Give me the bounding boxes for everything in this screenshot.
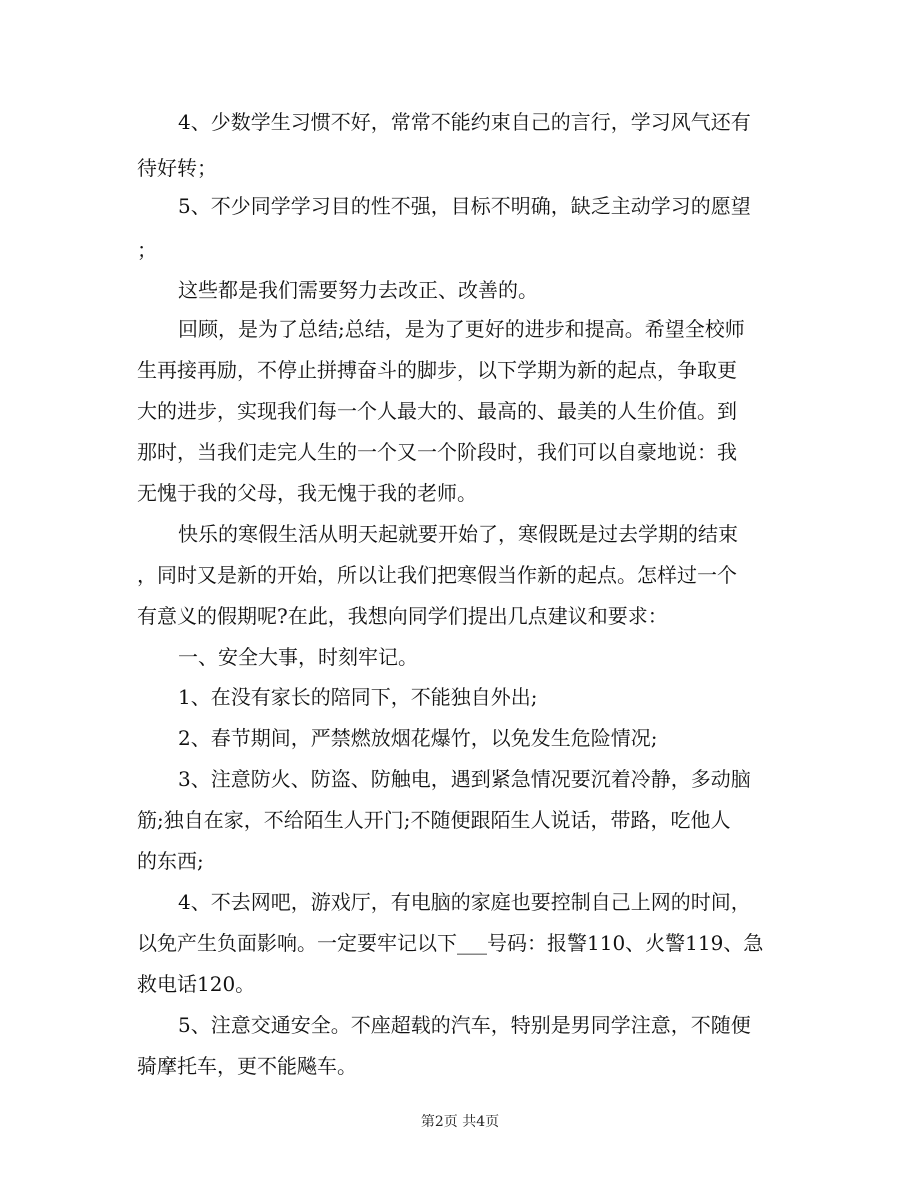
text-line bbox=[0, 1011, 920, 1039]
line-text: 以免产生负面影响。一定要牢记以下___号码：报警110、火警119、急 bbox=[137, 931, 764, 955]
line-text: 救电话120。 bbox=[137, 972, 256, 996]
text-line bbox=[0, 236, 920, 264]
line-text: 1、在没有家长的陪同下，不能独自外出; bbox=[178, 685, 538, 709]
page-footer bbox=[0, 1112, 920, 1132]
text-line bbox=[0, 929, 920, 957]
line-text: 无愧于我的父母，我无愧于我的老师。 bbox=[137, 481, 477, 505]
text-line bbox=[0, 276, 920, 304]
page-number: 第2页 共4页 bbox=[420, 1114, 500, 1130]
text-line bbox=[0, 479, 920, 507]
text-line bbox=[0, 561, 920, 589]
text-line bbox=[0, 806, 920, 834]
text-line bbox=[0, 970, 920, 998]
line-text: 快乐的寒假生活从明天起就要开始了，寒假既是过去学期的结束 bbox=[178, 522, 738, 546]
line-text: 筋;独自在家，不给陌生人开门;不随便跟陌生人说话，带路，吃他人 bbox=[137, 808, 731, 832]
text-line bbox=[0, 438, 920, 466]
text-line bbox=[0, 192, 920, 220]
line-text: 大的进步，实现我们每一个人最大的、最高的、最美的人生价值。到 bbox=[137, 399, 737, 423]
line-text: 生再接再励，不停止拼搏奋斗的脚步，以下学期为新的起点，争取更 bbox=[137, 358, 737, 382]
line-text: 2、春节期间，严禁燃放烟花爆竹，以免发生危险情况; bbox=[178, 726, 658, 750]
line-text: ，同时又是新的开始，所以让我们把寒假当作新的起点。怎样过一个 bbox=[137, 563, 737, 587]
line-text: 的东西; bbox=[137, 849, 204, 873]
text-line bbox=[0, 154, 920, 182]
line-text: 5、注意交通安全。不座超载的汽车，特别是男同学注意，不随便 bbox=[178, 1013, 751, 1037]
line-text: 骑摩托车，更不能飚车。 bbox=[137, 1054, 357, 1078]
text-line bbox=[0, 520, 920, 548]
text-line bbox=[0, 602, 920, 630]
text-line bbox=[0, 108, 920, 136]
line-text: 4、少数学生习惯不好，常常不能约束自己的言行，学习风气还有 bbox=[178, 110, 751, 134]
text-line bbox=[0, 847, 920, 875]
line-text: 待好转； bbox=[137, 156, 217, 180]
line-text: 5、不少同学学习目的性不强，目标不明确，缺乏主动学习的愿望 bbox=[178, 194, 751, 218]
text-line bbox=[0, 643, 920, 671]
line-text: 一、安全大事，时刻牢记。 bbox=[178, 645, 418, 669]
text-line bbox=[0, 888, 920, 916]
line-text: 3、注意防火、防盗、防触电，遇到紧急情况要沉着冷静，多动脑 bbox=[178, 767, 751, 791]
text-line bbox=[0, 315, 920, 343]
text-line bbox=[0, 356, 920, 384]
text-line bbox=[0, 724, 920, 752]
line-text: 有意义的假期呢?在此，我想向同学们提出几点建议和要求： bbox=[137, 604, 668, 628]
line-text: 这些都是我们需要努力去改正、改善的。 bbox=[178, 278, 538, 302]
text-line bbox=[0, 397, 920, 425]
line-text: 回顾，是为了总结;总结，是为了更好的进步和提高。希望全校师 bbox=[178, 317, 745, 341]
text-line bbox=[0, 683, 920, 711]
line-text: 4、不去网吧，游戏厅，有电脑的家庭也要控制自己上网的时间， bbox=[178, 890, 751, 914]
text-line bbox=[0, 1052, 920, 1080]
line-text: ； bbox=[137, 238, 157, 262]
line-text: 那时，当我们走完人生的一个又一个阶段时，我们可以自豪地说：我 bbox=[137, 440, 737, 464]
text-line bbox=[0, 765, 920, 793]
